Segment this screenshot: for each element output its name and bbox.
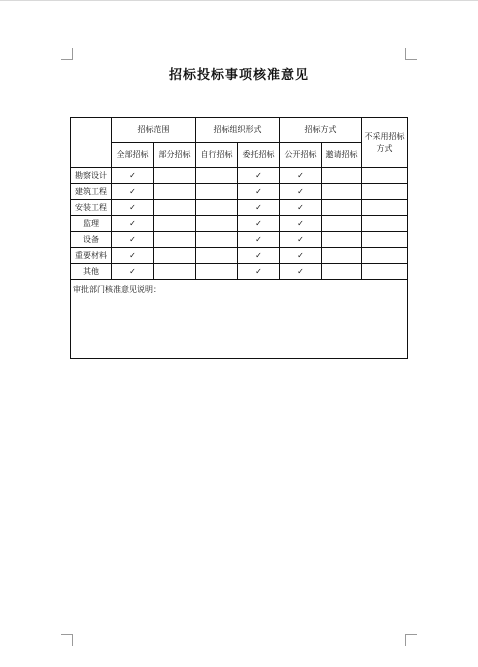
check-cell <box>154 264 196 280</box>
approval-notes-field: 审批部门核准意见说明： <box>71 280 408 359</box>
check-cell: ✓ <box>238 216 280 232</box>
check-cell: ✓ <box>238 184 280 200</box>
check-cell: ✓ <box>238 248 280 264</box>
approval-table <box>70 117 408 359</box>
header-org-form: 招标组织形式 <box>196 118 280 143</box>
row-label: 其他 <box>71 264 112 280</box>
row-label: 监理 <box>71 216 112 232</box>
row-label: 设备 <box>71 232 112 248</box>
check-cell <box>196 216 238 232</box>
table-row <box>71 264 408 280</box>
header-sub-entrusted-bid: 委托招标 <box>238 143 280 168</box>
table-row <box>71 232 408 248</box>
check-cell: ✓ <box>280 264 322 280</box>
check-cell <box>196 168 238 184</box>
check-cell <box>322 232 362 248</box>
check-cell: ✓ <box>280 216 322 232</box>
corner-mark-bottom-left <box>61 634 73 646</box>
header-scope: 招标范围 <box>112 118 196 143</box>
check-cell <box>196 200 238 216</box>
check-cell <box>362 232 408 248</box>
check-cell <box>322 184 362 200</box>
row-label: 安装工程 <box>71 200 112 216</box>
check-cell <box>362 184 408 200</box>
row-label: 勘察设计 <box>71 168 112 184</box>
check-cell <box>362 200 408 216</box>
check-cell: ✓ <box>112 168 154 184</box>
table-row <box>71 200 408 216</box>
corner-mark-top-right <box>405 48 417 60</box>
table-row <box>71 184 408 200</box>
check-cell <box>154 200 196 216</box>
check-cell: ✓ <box>280 248 322 264</box>
check-cell: ✓ <box>280 200 322 216</box>
document-title: 招标投标事项核准意见 <box>168 68 309 83</box>
check-cell <box>154 248 196 264</box>
check-cell <box>322 200 362 216</box>
header-sub-self-bid: 自行招标 <box>196 143 238 168</box>
check-cell: ✓ <box>238 264 280 280</box>
row-label: 建筑工程 <box>71 184 112 200</box>
table-row <box>71 168 408 184</box>
header-no-bid: 不采用招标方式 <box>362 118 408 168</box>
check-cell <box>322 216 362 232</box>
check-cell: ✓ <box>112 200 154 216</box>
corner-mark-top-left <box>61 48 73 60</box>
check-cell <box>196 184 238 200</box>
check-cell <box>196 232 238 248</box>
check-cell <box>154 168 196 184</box>
check-cell <box>362 216 408 232</box>
header-row-sub <box>71 143 408 168</box>
notes-row <box>71 280 408 359</box>
check-cell <box>322 264 362 280</box>
check-cell: ✓ <box>280 168 322 184</box>
header-sub-public-bid: 公开招标 <box>280 143 322 168</box>
check-cell: ✓ <box>112 184 154 200</box>
check-cell: ✓ <box>280 232 322 248</box>
header-row-group <box>71 118 408 143</box>
header-sub-full-bid: 全部招标 <box>112 143 154 168</box>
check-cell: ✓ <box>238 168 280 184</box>
corner-cell <box>71 118 112 168</box>
check-cell: ✓ <box>112 264 154 280</box>
check-cell <box>196 248 238 264</box>
check-cell: ✓ <box>112 216 154 232</box>
check-cell <box>362 168 408 184</box>
check-cell <box>362 248 408 264</box>
check-cell <box>154 232 196 248</box>
check-cell <box>322 248 362 264</box>
table-row <box>71 216 408 232</box>
check-cell <box>196 264 238 280</box>
check-cell: ✓ <box>112 232 154 248</box>
header-sub-invited-bid: 邀请招标 <box>322 143 362 168</box>
check-cell <box>154 216 196 232</box>
check-cell: ✓ <box>112 248 154 264</box>
check-cell <box>154 184 196 200</box>
check-cell: ✓ <box>280 184 322 200</box>
check-cell: ✓ <box>238 200 280 216</box>
row-label: 重要材料 <box>71 248 112 264</box>
check-cell <box>362 264 408 280</box>
table-row <box>71 248 408 264</box>
check-cell <box>322 168 362 184</box>
check-cell: ✓ <box>238 232 280 248</box>
corner-mark-bottom-right <box>405 634 417 646</box>
header-sub-partial-bid: 部分招标 <box>154 143 196 168</box>
header-method: 招标方式 <box>280 118 362 143</box>
